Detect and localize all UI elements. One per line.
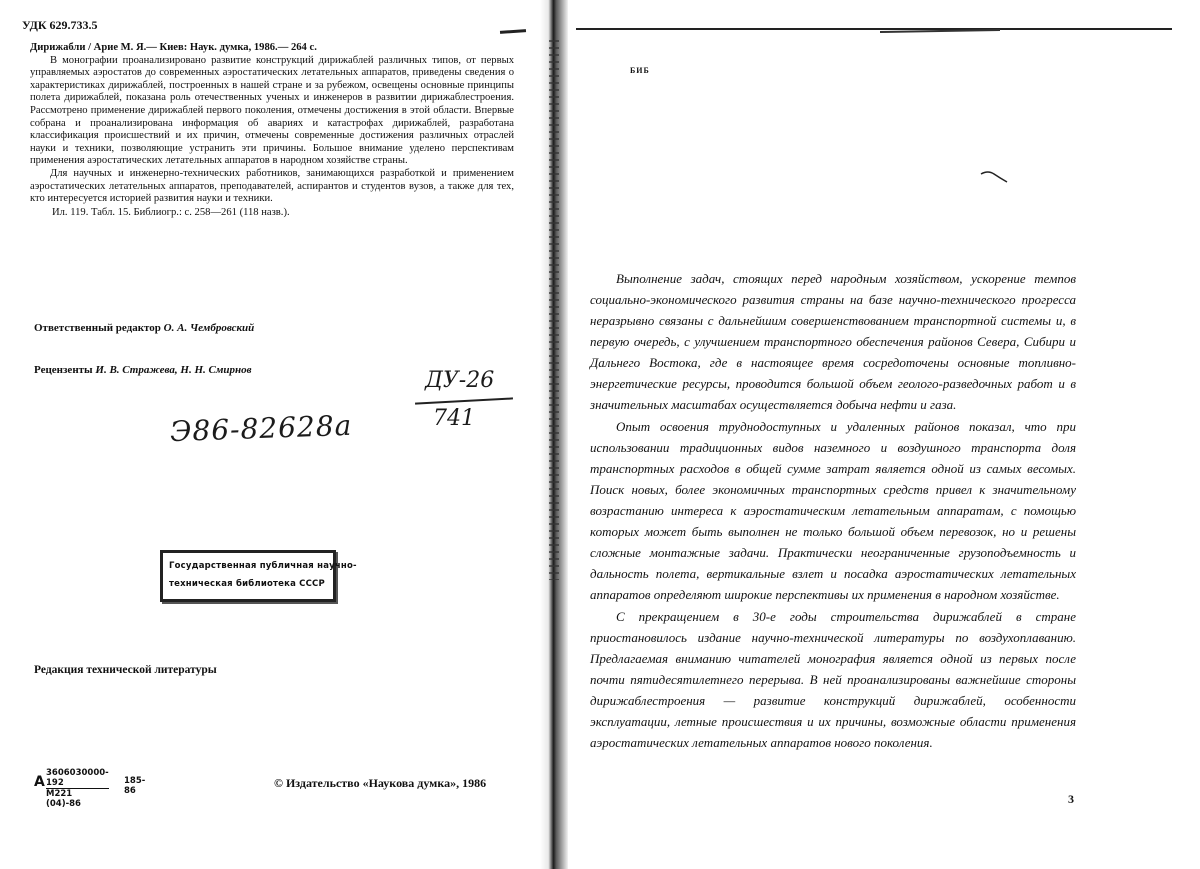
abstract-block xyxy=(30,42,514,219)
catalog-code-fraction xyxy=(46,768,109,809)
editorial-office: Редакция технической литературы xyxy=(34,664,217,676)
corner-mark xyxy=(500,29,526,34)
pencil-mark-icon xyxy=(980,170,1008,184)
handwritten-shelfmark-bottom: 741 xyxy=(433,406,475,431)
library-mark: БИБ xyxy=(630,66,650,75)
handwritten-shelfmark-top: ДУ-26 xyxy=(425,368,495,393)
library-stamp xyxy=(160,550,357,602)
bibliographic-head: Дирижабли / Арие М. Я.— Киев: Наук. думка, 1986.— 264 с. xyxy=(30,42,317,53)
reviewers-label: Рецензенты xyxy=(34,364,93,376)
preface-paragraph-2: Опыт освоения труднодоступных и удаленных районов показал, что при использовании традиционных видов наземного и воздушного транспорта доля транспортных расходов в общей сумме затрат является одной из самых весомых. Поиск новых, более экономичных транспортных средств привел к значительному возрастанию интереса к аэростатическим летательным аппаратам, с помощью которых может быть выполнен не только большой объем перевозок, но и решены сложные монтажные задачи. Практически неограниченные грузоподъемность и дальность полета, вертикальные взлет и посадка аэростатических летательных аппаратов определяют широкие перспективы их применения в народном хозяйстве. xyxy=(590,419,1076,602)
editor-name: О. А. Чембровский xyxy=(163,322,255,334)
catalog-code-numerator: 3606030000-192 xyxy=(46,768,109,788)
stamp-line-2: техническая библиотека СССР xyxy=(169,579,325,589)
handwritten-fraction-line xyxy=(415,397,513,404)
preface-paragraph-1: Выполнение задач, стоящих перед народным хозяйством, ускорение темпов социально-экономического развития страны на базе научно-технического прогресса неразрывно связаны с дальнейшим совершенствованием транспортной системы и, в первую очередь, с улучшением транспортного обеспечения районов Севера, Сибири и Дальнего Востока, где в настоящее время сосредоточены основные топливно-энергетические ресурсы, проводится большой объем геолого-разведочных работ и в значительных масштабах осуществляется добыча нефти и газа. xyxy=(590,271,1076,412)
catalog-code-denominator: М221 (04)-86 xyxy=(46,789,81,809)
top-rule xyxy=(576,28,1172,30)
preface-paragraph-3: С прекращением в 30-е годы строительства дирижаблей в стране приостановилось издание научно-технической литературы по воздухоплаванию. Предлагаемая вниманию читателей монография является одной из первых после почти пятидесятилетнего перерыва. В ней проанализированы важнейшие стороны дирижаблестроения — развитие конструкций дирижаблей, особенности эксплуатации, летные происшествия и их причины, возможные области применения аэростатических летательных аппаратов нового поколения. xyxy=(590,609,1076,750)
preface-text xyxy=(590,268,1076,753)
handwritten-shelfmark xyxy=(415,368,515,438)
publisher-copyright: © Издательство «Наукова думка», 1986 xyxy=(274,776,487,790)
abstract-paragraph: В монографии проанализировано развитие конструкций дирижаблей различных типов, от первых управляемых аэростатов до современных аэростатических летательных аппаратов, приведены сведения о характеристиках дирижаблей, построенных в нашей стране и за рубежом, освещены основные принципы полета дирижаблей, показана роль отечественных ученых и инженеров в развитии дирижаблестроения. Рассмотрено применение дирижаблей первого поколения, отмечены достижения в этой области. Впервые собрана и проанализирована информация об авариях и катастрофах дирижаблей, разработана классификация происшествий и их причин, отмечены современные достижения различных отраслей науки и техники, позволяющие устранить эти причины. Большое внимание уделено перспективам применения аэростатических летательных аппаратов в народном хозяйстве страны. xyxy=(30,54,514,167)
reviewers-names: И. В. Стражева, Н. Н. Смирнов xyxy=(95,364,252,376)
gutter-scan-marks xyxy=(549,40,559,580)
page-number: 3 xyxy=(1068,792,1074,806)
editor-line xyxy=(34,322,254,334)
bibliographic-entry xyxy=(30,42,514,55)
left-page xyxy=(0,0,540,869)
audience-paragraph: Для научных и инженерно-технических работников, занимающихся разработкой и применением аэростатических летательных аппаратов, преподавателей, аспирантов и студентов вузов, а также для тех, кто интересуется историей развития науки и техники. xyxy=(30,167,514,205)
editor-label: Ответственный редактор xyxy=(34,322,161,334)
udk-code: УДК 629.733.5 xyxy=(22,18,98,32)
handwritten-inventory-number: Э86-82628а xyxy=(169,408,353,449)
catalog-code-tail: 185-86 xyxy=(124,776,146,796)
catalog-code-letter: А xyxy=(34,774,45,790)
stamp-line-1: Государственная публичная научно- xyxy=(169,561,357,571)
illustration-meta: Ил. 119. Табл. 15. Библиогр.: с. 258—261 (118 назв.). xyxy=(52,206,290,218)
reviewers-line xyxy=(34,364,252,376)
